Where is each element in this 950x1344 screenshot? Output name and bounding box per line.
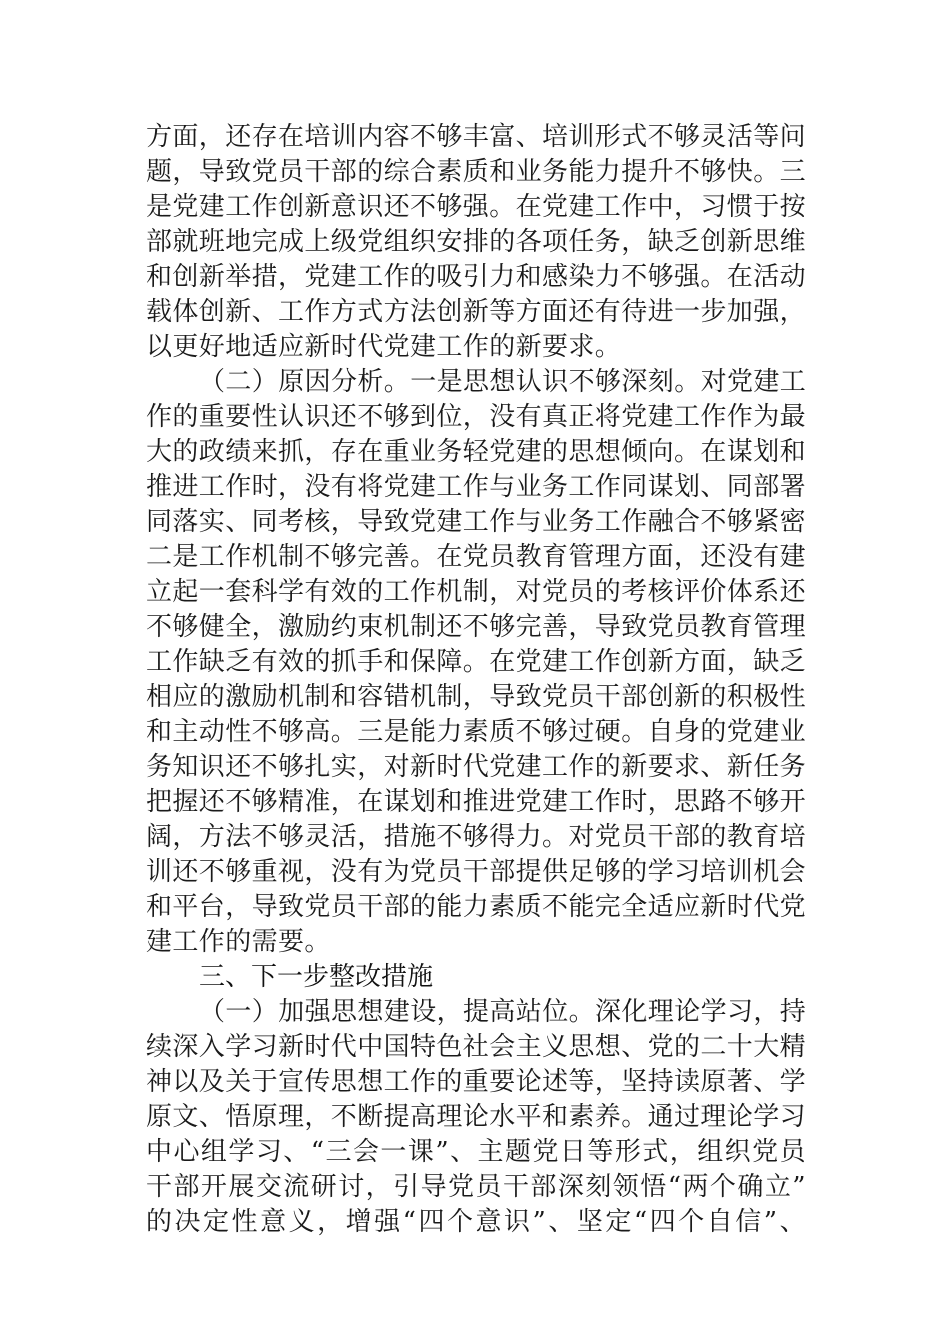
text-line: 干部开展交流研讨，引导党员干部深刻领悟“两个确立” [146, 1172, 806, 1202]
text-line: 大的政绩来抓，存在重业务轻党建的思想倾向。在谋划和 [146, 437, 807, 467]
text-line: 中心组学习、“三会一课”、主题党日等形式，组织党员 [146, 1137, 806, 1167]
text-line: 和创新举措，党建工作的吸引力和感染力不够强。在活动 [146, 262, 807, 292]
text-line: 作的重要性认识还不够到位，没有真正将党建工作作为最 [146, 402, 807, 432]
text-line: 务知识还不够扎实，对新时代党建工作的新要求、新任务 [146, 752, 807, 782]
text-line: 同落实、同考核，导致党建工作与业务工作融合不够紧密 [146, 507, 807, 537]
text-line: 题，导致党员干部的综合素质和业务能力提升不够快。三 [146, 157, 807, 187]
text-line: 训还不够重视，没有为党员干部提供足够的学习培训机会 [146, 857, 807, 887]
text-line: 方面，还存在培训内容不够丰富、培训形式不够灵活等问 [146, 122, 807, 152]
text-line: 立起一套科学有效的工作机制，对党员的考核评价体系还 [146, 577, 807, 607]
text-line: 阔，方法不够灵活，措施不够得力。对党员干部的教育培 [146, 822, 807, 852]
text-line: 推进工作时，没有将党建工作与业务工作同谋划、同部署 [146, 472, 807, 502]
paragraph-start-line: （二）原因分析。一是思想认识不够深刻。对党建工 [199, 367, 807, 397]
text-line: 是党建工作创新意识还不够强。在党建工作中，习惯于按 [146, 192, 807, 222]
text-line: 神以及关于宣传思想工作的重要论述等，坚持读原著、学 [146, 1067, 807, 1097]
text-line: 续深入学习新时代中国特色社会主义思想、党的二十大精 [146, 1032, 807, 1062]
text-line: 载体创新、工作方式方法创新等方面还有待进一步加强， [146, 297, 807, 327]
text-line: 以更好地适应新时代党建工作的新要求。 [146, 332, 622, 362]
text-line: 的决定性意义，增强“四个意识”、坚定“四个自信”、 [146, 1207, 806, 1237]
paragraph-start-line: （一）加强思想建设，提高站位。深化理论学习，持 [199, 997, 807, 1027]
text-line: 部就班地完成上级党组织安排的各项任务，缺乏创新思维 [146, 227, 807, 257]
text-line: 和主动性不够高。三是能力素质不够过硬。自身的党建业 [146, 717, 807, 747]
text-line: 不够健全，激励约束机制还不够完善，导致党员教育管理 [146, 612, 807, 642]
text-line: 原文、悟原理，不断提高理论水平和素养。通过理论学习 [146, 1102, 807, 1132]
section-heading: 三、下一步整改措施 [199, 962, 434, 992]
text-line: 工作缺乏有效的抓手和保障。在党建工作创新方面，缺乏 [146, 647, 807, 677]
text-line: 相应的激励机制和容错机制，导致党员干部创新的积极性 [146, 682, 807, 712]
text-line: 把握还不够精准，在谋划和推进党建工作时，思路不够开 [146, 787, 807, 817]
text-line: 和平台，导致党员干部的能力素质不能完全适应新时代党 [146, 892, 807, 922]
text-line: 建工作的需要。 [146, 927, 331, 957]
text-line: 二是工作机制不够完善。在党员教育管理方面，还没有建 [146, 542, 807, 572]
